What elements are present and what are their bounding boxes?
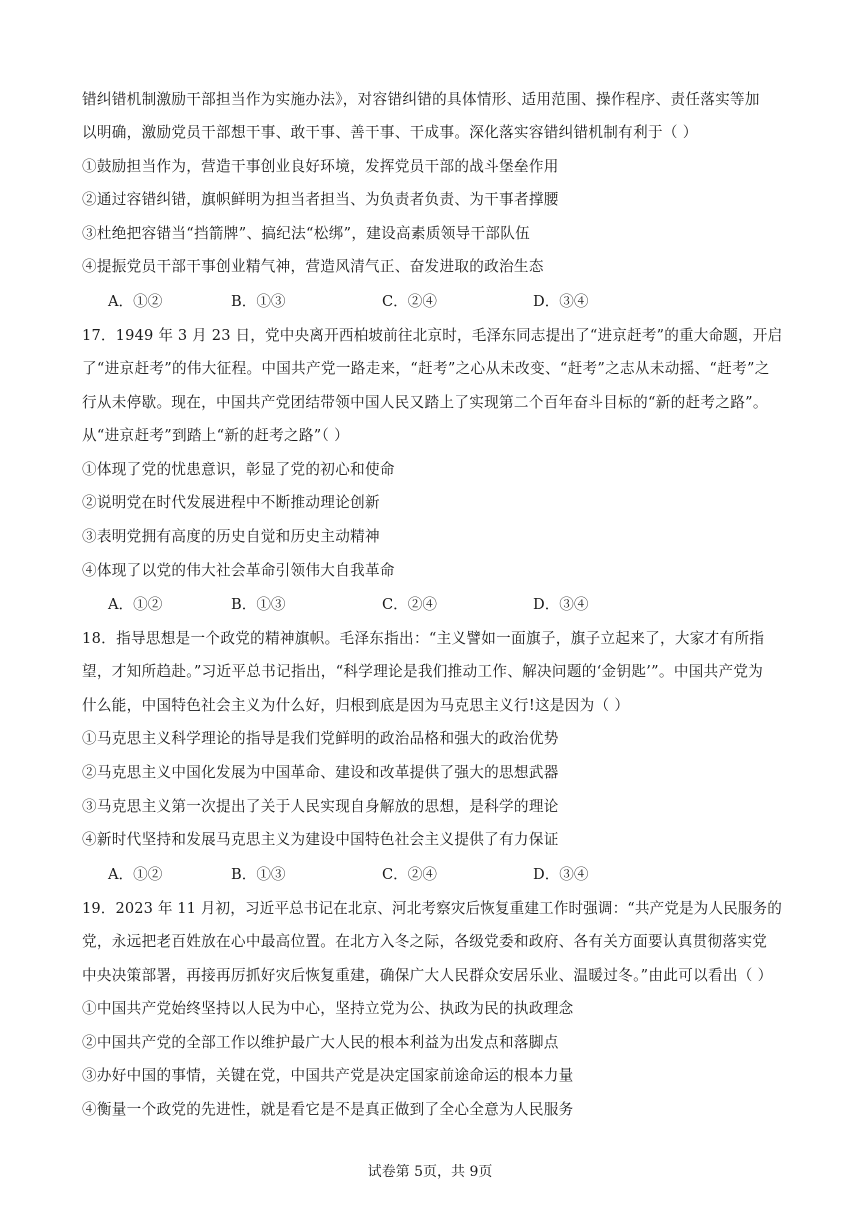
option-c[interactable]: C．②④	[382, 866, 437, 883]
q17-stem-line: 从“进京赶考”到踏上“新的赶考之路”（ ）	[82, 427, 349, 444]
q18-statement-3: ③马克思主义第一次提出了关于人民实现自身解放的思想，是科学的理论	[82, 798, 559, 815]
q19-stem-line: 19．2023 年 11 月初，习近平总书记在北京、河北考察灾后恢复重建工作时强调：“共产党是为人民服务的	[82, 900, 782, 917]
page-footer: 试卷第 5页，共 9页	[367, 1164, 493, 1180]
q18-statement-2: ②马克思主义中国化发展为中国革命、建设和改革提供了强大的思想武器	[82, 764, 559, 781]
option-b[interactable]: B．①③	[231, 596, 286, 613]
option-d[interactable]: D．③④	[533, 293, 589, 310]
q18-statement-4: ④新时代坚持和发展马克思主义为建设中国特色社会主义提供了有力保证	[82, 831, 559, 848]
q19-statement-3: ③办好中国的事情，关键在党，中国共产党是决定国家前途命运的根本力量	[82, 1067, 574, 1084]
q19-stem-line: 党，永远把老百姓放在心中最高位置。在北方入冬之际，各级党委和政府、各有关方面要认真贯彻落实党	[82, 933, 768, 950]
q18-stem-line: 18．指导思想是一个政党的精神旗帜。毛泽东指出：“主义譬如一面旗子，旗子立起来了，大家才有所指	[82, 630, 765, 647]
q16-statement-4: ④提振党员干部干事创业精气神，营造风清气正、奋发进取的政治生态	[82, 258, 544, 275]
option-b[interactable]: B．①③	[231, 293, 286, 310]
q16-stem-line: 以明确，激励党员干部想干事、敢干事、善干事、干成事。深化落实容错纠错机制有利于（ ）	[82, 124, 698, 141]
option-a[interactable]: A．①②	[108, 293, 163, 310]
option-d[interactable]: D．③④	[533, 596, 589, 613]
q19-stem-line: 中央决策部署，再接再厉抓好灾后恢复重建，确保广大人民群众安居乐业、温暖过冬。”由此可以看出（ ）	[82, 967, 773, 984]
option-a[interactable]: A．①②	[108, 596, 163, 613]
option-a[interactable]: A．①②	[108, 866, 163, 883]
q16-options	[82, 291, 782, 313]
q17-options	[82, 594, 782, 616]
option-b[interactable]: B．①③	[231, 866, 286, 883]
q16-statement-2: ②通过容错纠错，旗帜鲜明为担当者担当、为负责者负责、为干事者撑腰	[82, 191, 559, 208]
q19-statement-2: ②中国共产党的全部工作以维护最广大人民的根本利益为出发点和落脚点	[82, 1034, 559, 1051]
q18-stem-line: 望，才知所趋赴。”习近平总书记指出，“科学理论是我们推动工作、解决问题的‘金钥匙’”。中国共产党为	[82, 663, 764, 680]
option-c[interactable]: C．②④	[382, 293, 437, 310]
q19-statement-4: ④衡量一个政党的先进性，就是看它是不是真正做到了全心全意为人民服务	[82, 1101, 574, 1118]
option-c[interactable]: C．②④	[382, 596, 437, 613]
option-d[interactable]: D．③④	[533, 866, 589, 883]
q17-stem-line: 17．1949 年 3 月 23 日，党中央离开西柏坡前往北京时，毛泽东同志提出了“进京赶考”的重大命题，开启	[82, 327, 783, 344]
q17-stem-line: 行从未停歇。现在，中国共产党团结带领中国人民又踏上了实现第二个百年奋斗目标的“新的赶考之路”。	[82, 394, 768, 411]
q19-statement-1: ①中国共产党始终坚持以人民为中心，坚持立党为公、执政为民的执政理念	[82, 1000, 574, 1017]
q16-statement-1: ①鼓励担当作为，营造干事创业良好环境，发挥党员干部的战斗堡垒作用	[82, 158, 559, 175]
q17-statement-2: ②说明党在时代发展进程中不断推动理论创新	[82, 494, 380, 511]
q18-options	[82, 864, 782, 886]
q18-statement-1: ①马克思主义科学理论的指导是我们党鲜明的政治品格和强大的政治优势	[82, 730, 559, 747]
q17-statement-3: ③表明党拥有高度的历史自觉和历史主动精神	[82, 528, 380, 545]
q17-statement-1: ①体现了党的忧患意识，彰显了党的初心和使命	[82, 461, 395, 478]
q16-stem-line: 错纠错机制激励干部担当作为实施办法》，对容错纠错的具体情形、适用范围、操作程序、责任落实等加	[82, 91, 760, 108]
q18-stem-line: 什么能，中国特色社会主义为什么好，归根到底是因为马克思主义行!这是因为（ ）	[82, 697, 630, 714]
q17-stem-line: 了“进京赶考”的伟大征程。中国共产党一路走来，“赶考”之心从未改变、“赶考”之志从未动摇、“赶考”之	[82, 360, 770, 377]
q16-statement-3: ③杜绝把容错当“挡箭牌”、搞纪法“松绑”，建设高素质领导干部队伍	[82, 225, 531, 242]
q17-statement-4: ④体现了以党的伟大社会革命引领伟大自我革命	[82, 562, 395, 579]
